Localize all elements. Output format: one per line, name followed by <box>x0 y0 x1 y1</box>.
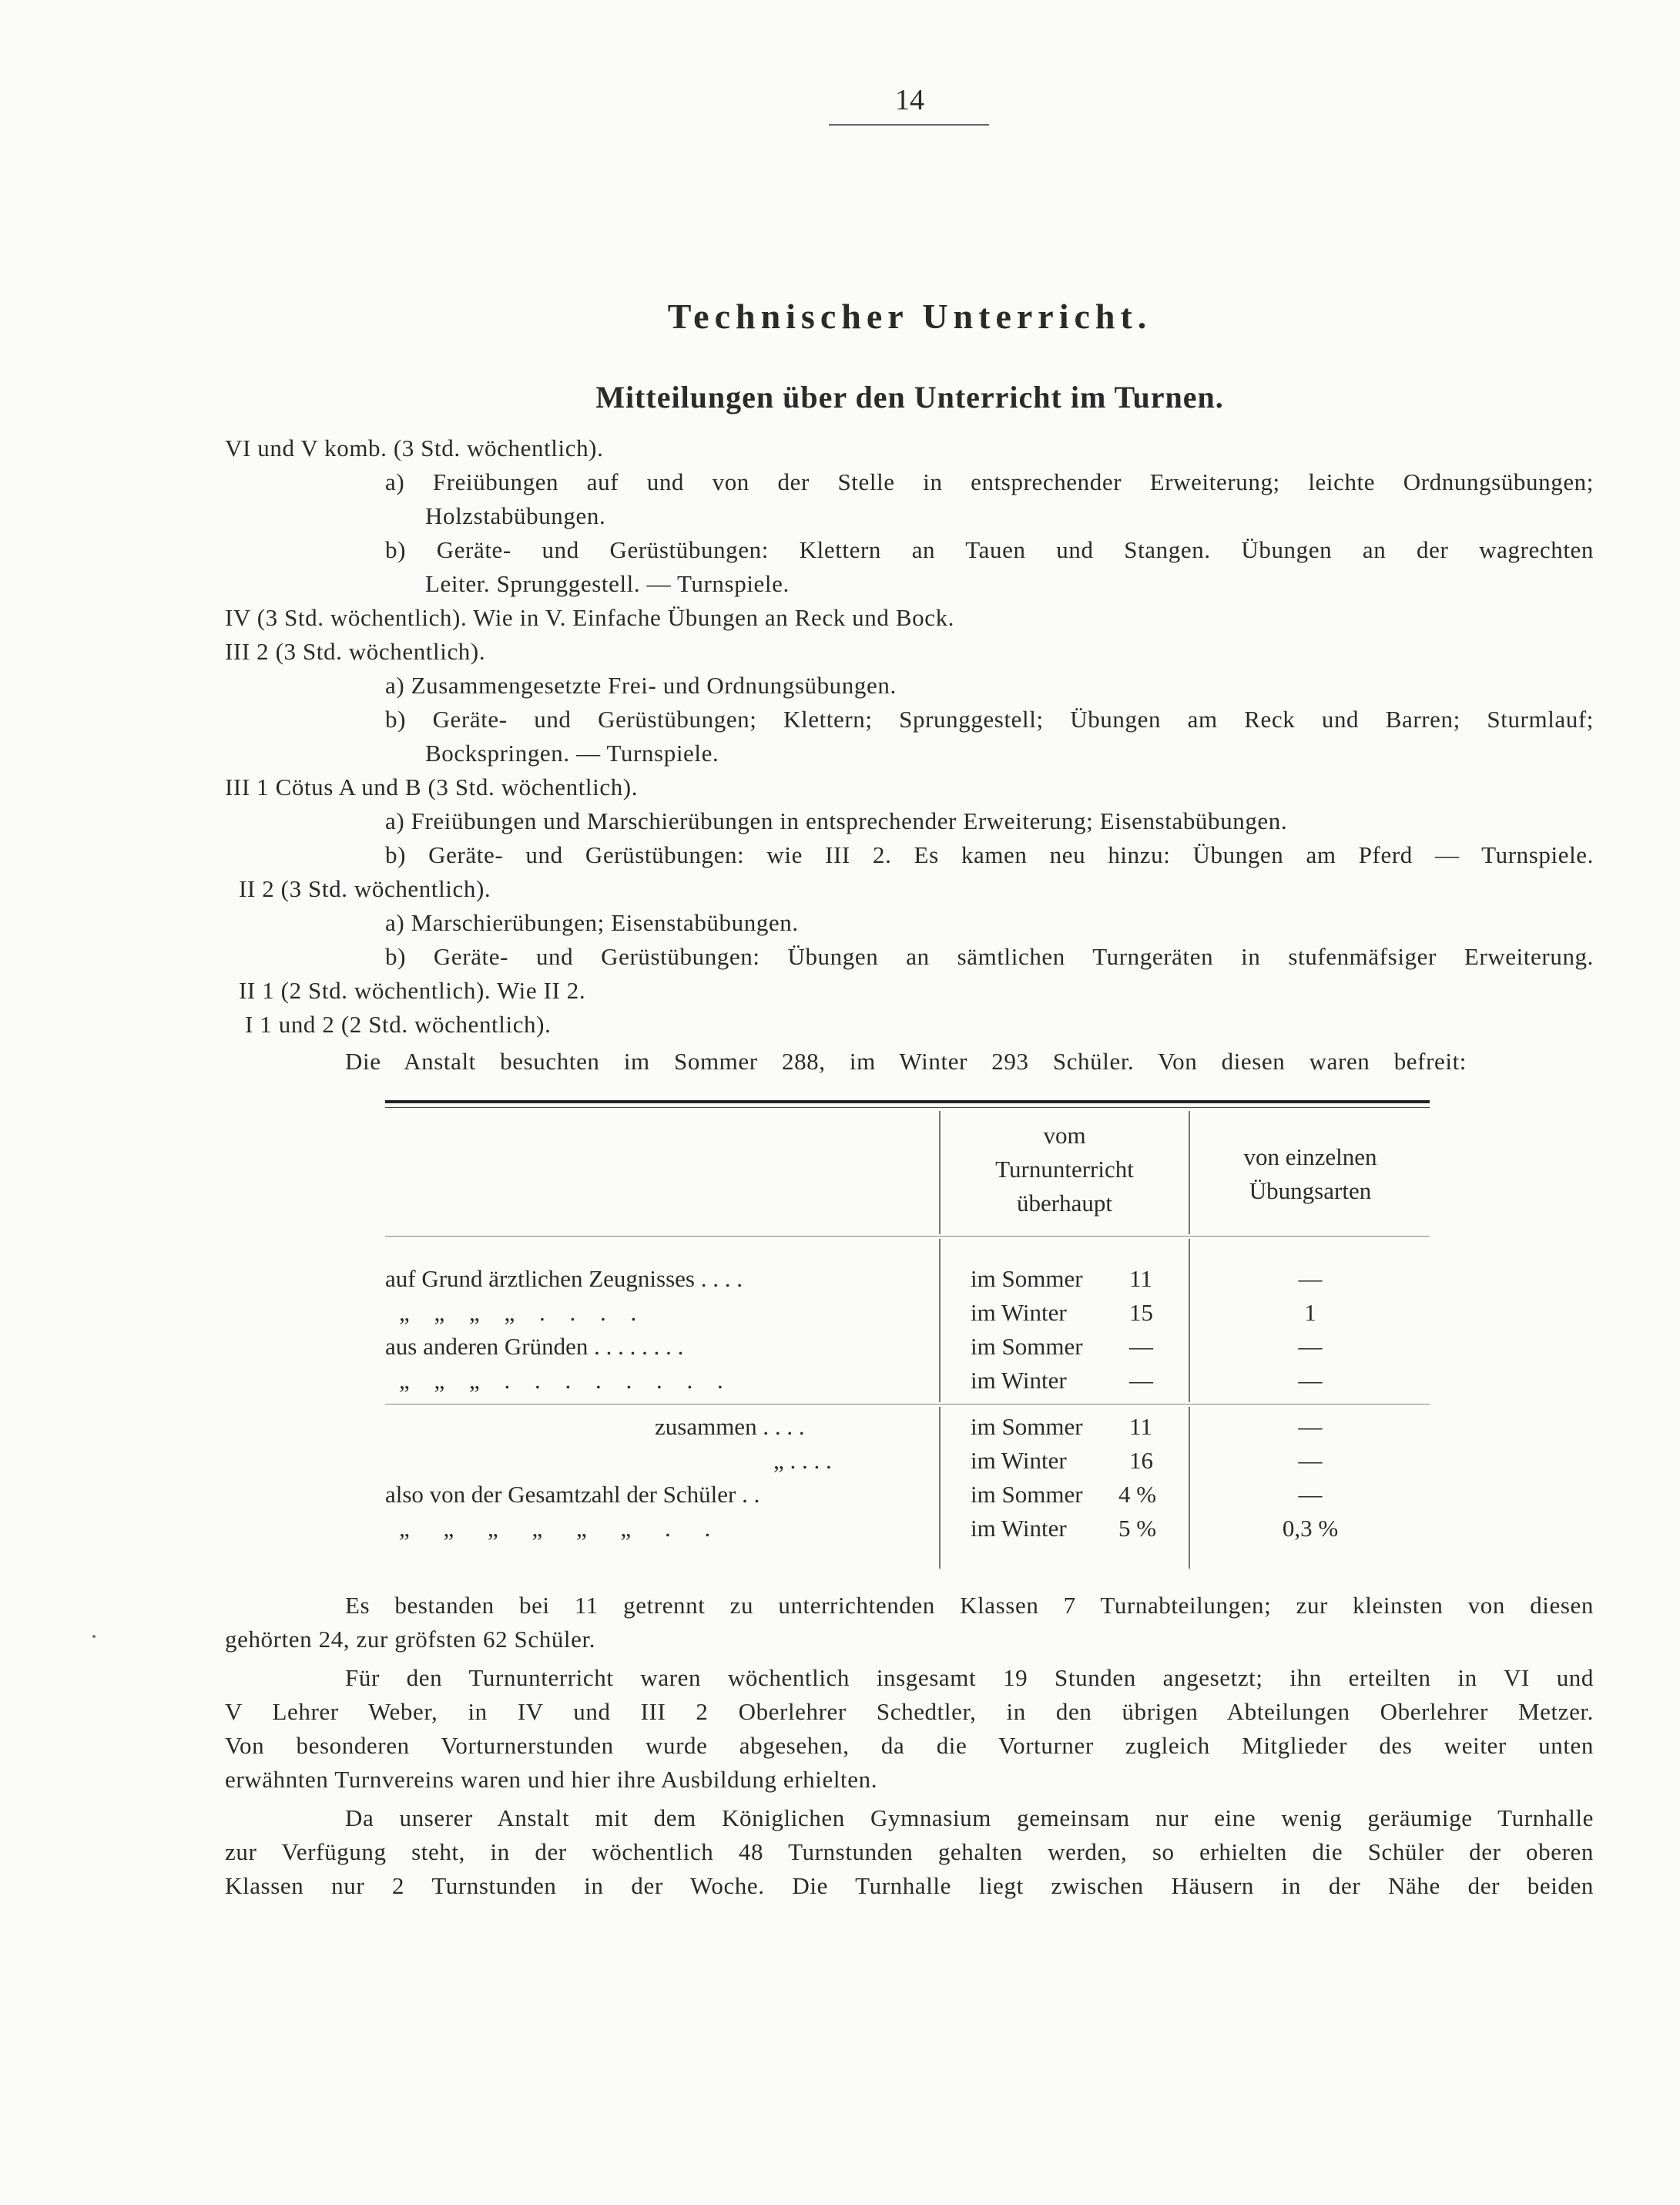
curriculum-line: a) Zusammengesetzte Frei- und Ordnungsübungen. <box>385 672 897 699</box>
table-top-rule <box>385 1100 1430 1103</box>
intro-line: Die Anstalt besuchten im Sommer 288, im Winter 293 Schüler. Von diesen waren befreit: <box>345 1048 1467 1075</box>
row-label: „ . . . . <box>773 1447 832 1474</box>
paragraph-line: Klassen nur 2 Turnstunden in der Woche. Die Turnhalle liegt zwischen Häusern in der Nähe der beiden <box>225 1872 1594 1899</box>
header-col2-line: vom <box>1043 1122 1086 1149</box>
table-divider <box>939 1407 941 1569</box>
curriculum-line: I 1 und 2 (2 Std. wöchentlich). <box>245 1011 552 1038</box>
row-label: „ „ „ „ „ „ . . <box>399 1515 711 1542</box>
table-divider <box>939 1111 941 1234</box>
row-number: 15 <box>1129 1299 1153 1326</box>
paragraph-line: V Lehrer Weber, in IV und III 2 Oberlehrer Schedtler, in den übrigen Abteilungen Oberlehrer Metzer. <box>225 1698 1594 1725</box>
curriculum-line: a) Marschierübungen; Eisenstabübungen. <box>385 909 799 936</box>
row-label: „ „ „ „ . . . . <box>399 1299 637 1326</box>
row-number: 11 <box>1129 1413 1152 1440</box>
row-other: — <box>1298 1333 1323 1360</box>
header-col3-line: Übungsarten <box>1249 1177 1372 1204</box>
row-number: 5 % <box>1118 1515 1157 1542</box>
row-season: im Sommer <box>971 1481 1083 1508</box>
header-col2 <box>941 1119 1188 1220</box>
table-divider <box>1189 1111 1190 1234</box>
row-number: 4 % <box>1118 1481 1157 1508</box>
row-other: — <box>1298 1481 1323 1508</box>
curriculum-line: b) Geräte- und Gerüstübungen; Klettern; Sprunggestell; Übungen am Reck und Barren; Sturmlauf; <box>385 706 1594 733</box>
paragraph-line: erwähnten Turnvereins waren und hier ihre Ausbildung erhielten. <box>225 1766 878 1793</box>
curriculum-line: b) Geräte- und Gerüstübungen: wie III 2. Es kamen neu hinzu: Übungen am Pferd — Turnspiele. <box>385 841 1594 868</box>
curriculum-line: b) Geräte- und Gerüstübungen: Übungen an sämtlichen Turngeräten in stufenmäfsiger Erweiterung. <box>385 943 1594 970</box>
paper-speck <box>92 1635 96 1638</box>
row-number: 16 <box>1129 1447 1153 1474</box>
row-other: — <box>1298 1447 1323 1474</box>
curriculum-line: Holzstabübungen. <box>425 502 606 529</box>
row-number: — <box>1129 1333 1153 1360</box>
curriculum-line: a) Freiübungen und Marschierübungen in entsprechender Erweiterung; Eisenstabübungen. <box>385 807 1288 834</box>
curriculum-line: Leiter. Sprunggestell. — Turnspiele. <box>425 570 790 597</box>
page-number: 14 <box>895 84 924 116</box>
row-number: — <box>1129 1367 1153 1394</box>
curriculum-line: a) Freiübungen auf und von der Stelle in entsprechender Erweiterung; leichte Ordnungsübungen; <box>385 468 1594 495</box>
header-col2-line: Turnunterricht <box>995 1156 1134 1183</box>
table-subtotal-rule <box>385 1404 1430 1405</box>
table-top-thin-rule <box>385 1107 1430 1108</box>
paragraph-line: Da unserer Anstalt mit dem Königlichen Gymnasium gemeinsam nur eine wenig geräumige Turnhalle <box>345 1804 1594 1831</box>
table-divider <box>939 1239 941 1402</box>
row-season: im Sommer <box>971 1333 1083 1360</box>
row-label: also von der Gesamtzahl der Schüler . . <box>385 1481 760 1508</box>
page-number-rule <box>829 124 989 126</box>
row-number: 11 <box>1129 1265 1152 1292</box>
curriculum-line: II 1 (2 Std. wöchentlich). Wie II 2. <box>239 977 586 1004</box>
curriculum-line: Bockspringen. — Turnspiele. <box>425 740 719 767</box>
row-other: 1 <box>1304 1299 1316 1326</box>
curriculum-line: II 2 (3 Std. wöchentlich). <box>239 875 491 902</box>
row-season: im Winter <box>971 1367 1067 1394</box>
row-label: zusammen . . . . <box>655 1413 805 1440</box>
paragraph-line: Von besonderen Vorturnerstunden wurde abgesehen, da die Vorturner zugleich Mitglieder des weiter unten <box>225 1732 1594 1759</box>
header-col3 <box>1191 1140 1430 1208</box>
paragraph-line: zur Verfügung steht, in der wöchentlich 48 Turnstunden gehalten werden, so erhielten die Schüler der oberen <box>225 1838 1594 1865</box>
row-label: aus anderen Gründen . . . . . . . . <box>385 1333 684 1360</box>
row-season: im Sommer <box>971 1265 1083 1292</box>
table-header-rule <box>385 1236 1430 1237</box>
row-other: 0,3 % <box>1282 1515 1339 1542</box>
paragraph-line: Für den Turnunterricht waren wöchentlich insgesamt 19 Stunden angesetzt; ihn erteilten in VI und <box>345 1664 1594 1691</box>
row-season: im Sommer <box>971 1413 1083 1440</box>
curriculum-line: III 1 Cötus A und B (3 Std. wöchentlich). <box>225 774 639 800</box>
row-label: „ „ „ . . . . . . . . <box>399 1367 723 1394</box>
row-other: — <box>1298 1413 1323 1440</box>
table-divider <box>1189 1239 1190 1402</box>
row-season: im Winter <box>971 1447 1067 1474</box>
paragraph-line: Es bestanden bei 11 getrennt zu unterrichtenden Klassen 7 Turnabteilungen; zur kleinsten von diesen <box>345 1592 1594 1619</box>
header-col3-line: von einzelnen <box>1243 1143 1377 1170</box>
row-season: im Winter <box>971 1299 1067 1326</box>
curriculum-line: III 2 (3 Std. wöchentlich). <box>225 638 486 665</box>
curriculum-line: VI und V komb. (3 Std. wöchentlich). <box>225 435 604 461</box>
row-other: — <box>1298 1265 1323 1292</box>
header-col2-line: überhaupt <box>1017 1190 1112 1217</box>
paragraph-line: gehörten 24, zur gröfsten 62 Schüler. <box>225 1626 596 1653</box>
section-title: Technischer Unterricht. <box>667 297 1152 336</box>
row-other: — <box>1298 1367 1323 1394</box>
row-label: auf Grund ärztlichen Zeugnisses . . . . <box>385 1265 743 1292</box>
curriculum-line: b) Geräte- und Gerüstübungen: Klettern an Tauen und Stangen. Übungen an der wagrechten <box>385 536 1594 563</box>
table-divider <box>1189 1407 1190 1569</box>
curriculum-line: IV (3 Std. wöchentlich). Wie in V. Einfache Übungen an Reck und Bock. <box>225 604 955 631</box>
section-subtitle: Mitteilungen über den Unterricht im Turnen. <box>595 380 1224 414</box>
row-season: im Winter <box>971 1515 1067 1542</box>
